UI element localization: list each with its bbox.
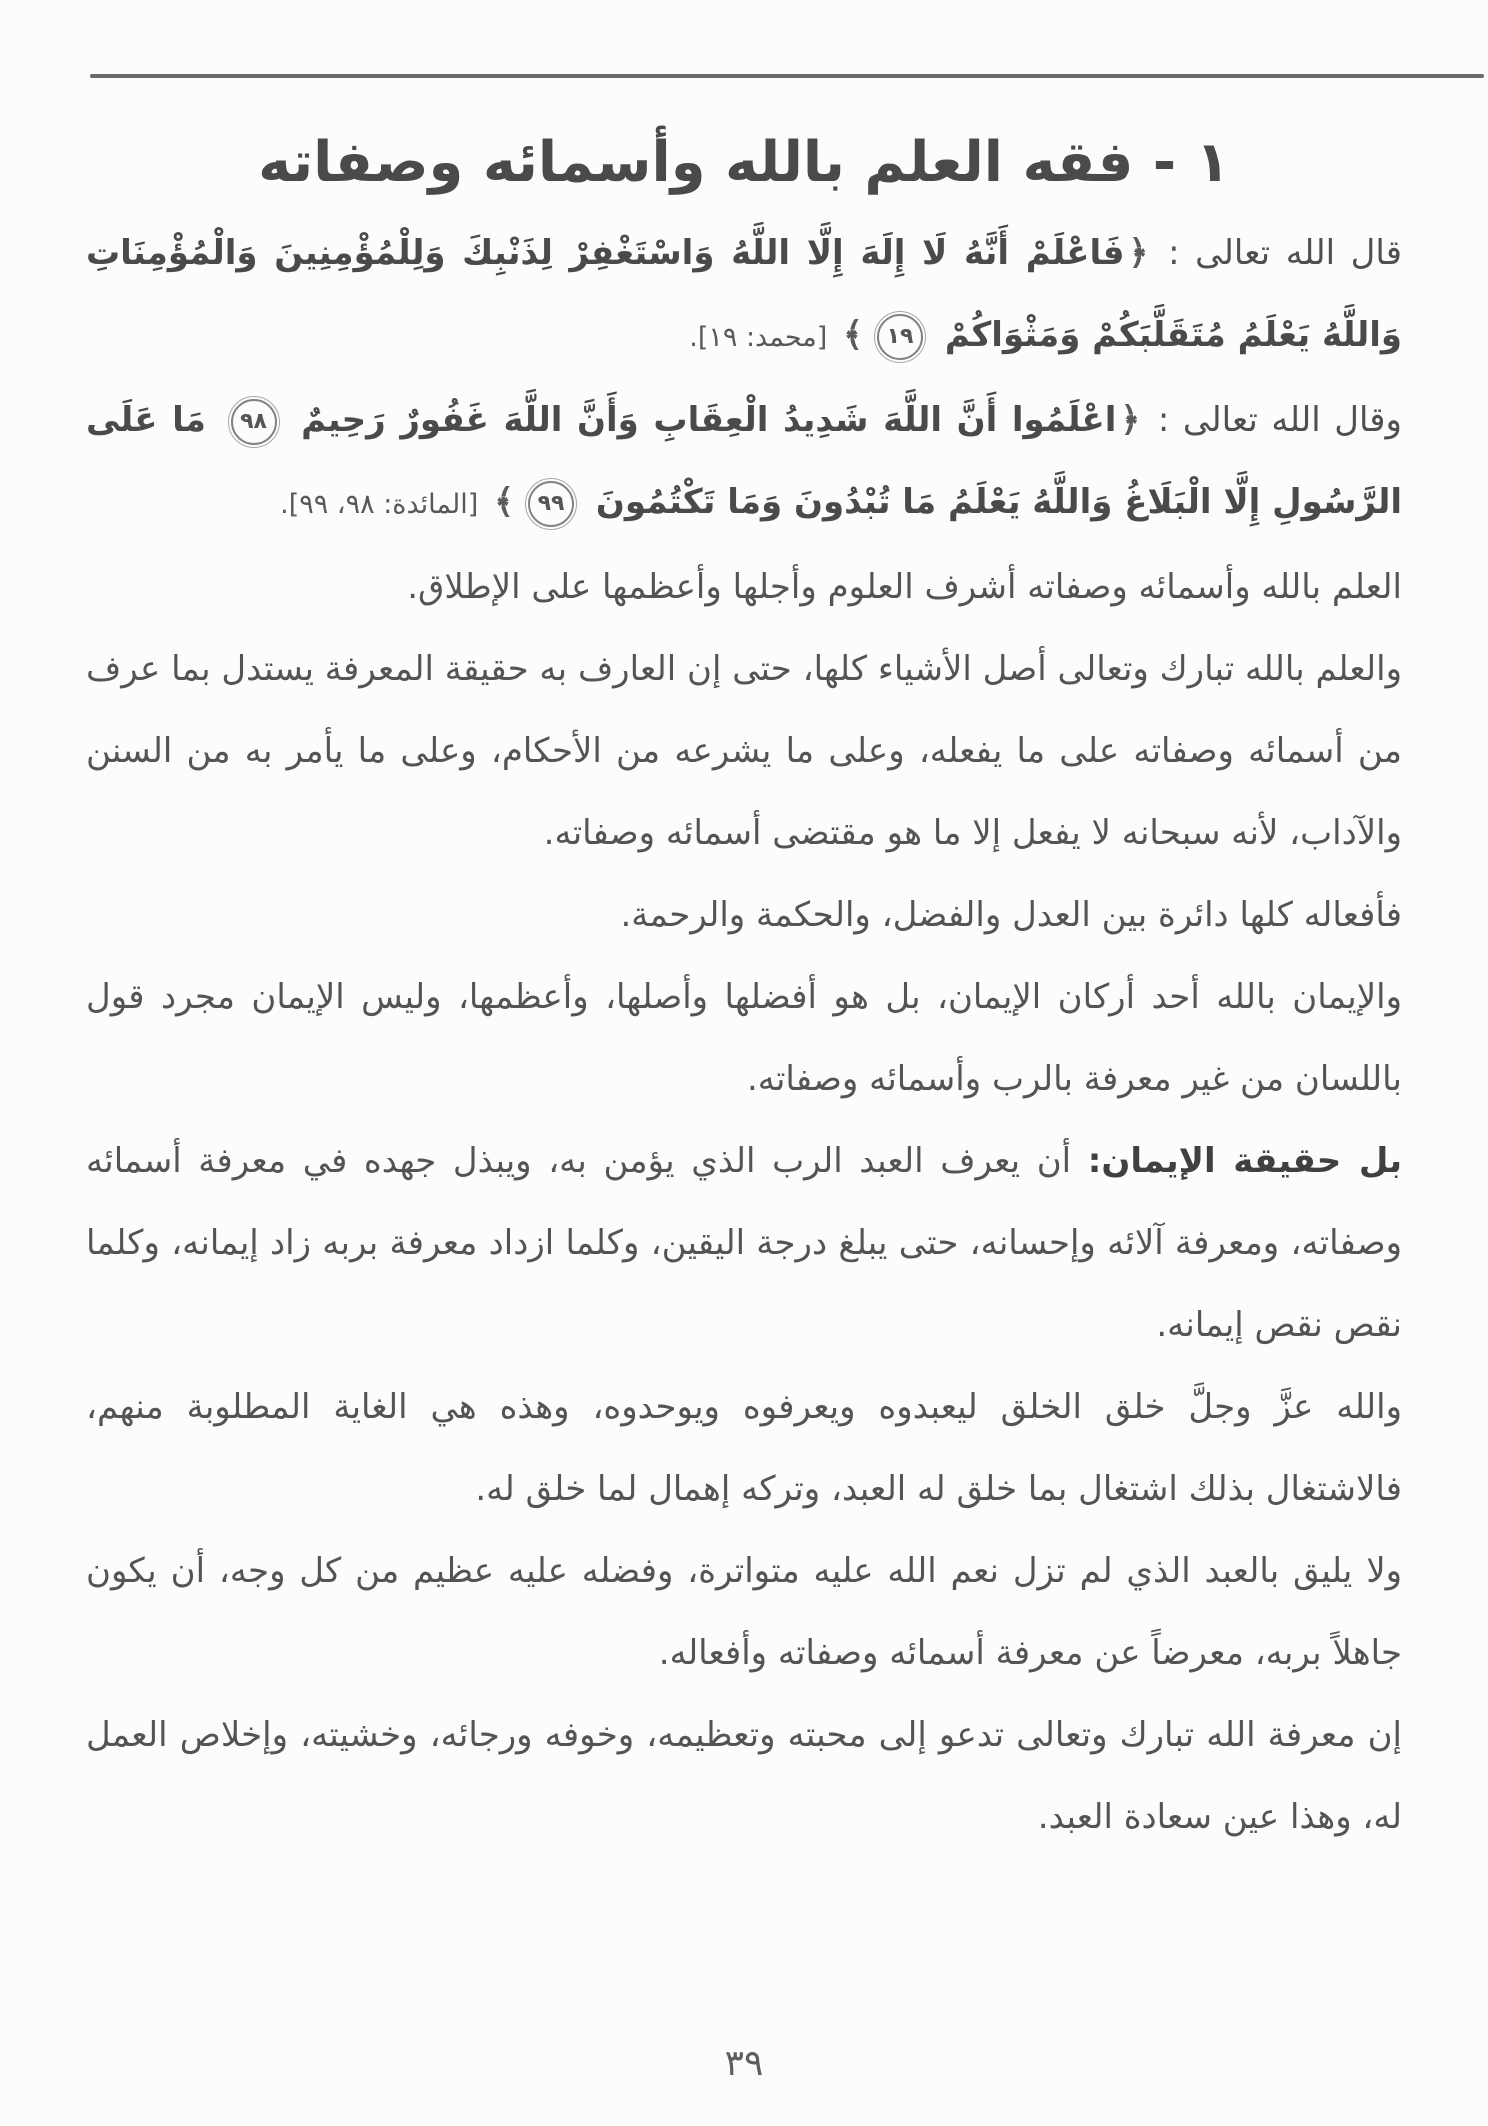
verse-text: اعْلَمُوا أَنَّ اللَّهَ شَدِيدُ الْعِقَابِ وَأَنَّ اللَّهَ غَفُورٌ رَحِيمٌ [301, 400, 1117, 440]
body-paragraph [86, 1366, 1402, 1530]
paragraph-text: فأفعاله كلها دائرة بين العدل والفضل، والحكمة والرحمة. [620, 895, 1402, 935]
body-paragraph [86, 956, 1402, 1120]
verse-citation: [محمد: ١٩]. [689, 322, 828, 353]
paragraph-text: أن يعرف العبد الرب الذي يؤمن به، ويبذل جهده في معرفة أسمائه وصفاته، ومعرفة آلائه وإحسانه، حتى يبلغ درجة اليقين، وكلما ازداد معرفة بربه زاد إيمانه، وكلما نقص نقص إيمانه. [86, 1141, 1402, 1345]
body-paragraph [86, 546, 1402, 628]
quran-quote-1 [86, 212, 1402, 379]
body-paragraph [86, 1530, 1402, 1694]
ornate-close-bracket: ﴾ [843, 315, 864, 355]
paragraph-text: العلم بالله وأسمائه وصفاته أشرف العلوم وأجلها وأعظمها على الإطلاق. [407, 567, 1402, 607]
page-title: ١ - فقه العلم بالله وأسمائه وصفاته [258, 129, 1230, 195]
paragraph-text: ولا يليق بالعبد الذي لم تزل نعم الله عليه متواترة، وفضله عليه عظيم من كل وجه، أن يكون جاهلاً بربه، معرضاً عن معرفة أسمائه وصفاته وأفعاله. [86, 1551, 1402, 1673]
ornate-open-bracket: ﴿ [1128, 233, 1149, 273]
verse-number-medallion: ٩٩ [528, 481, 574, 527]
paragraph-text: إن معرفة الله تبارك وتعالى تدعو إلى محبته وتعظيمه، وخوفه ورجائه، وخشيته، وإخلاص العمل له، وهذا عين سعادة العبد. [86, 1715, 1402, 1837]
verse-number-medallion: ٩٨ [231, 399, 277, 445]
paragraph-lead: بل حقيقة الإيمان: [1087, 1141, 1402, 1181]
quote-intro: قال الله تعالى : [1168, 233, 1402, 273]
body-paragraph [86, 628, 1402, 874]
ornate-close-bracket: ﴾ [494, 482, 515, 522]
paragraph-text: والإيمان بالله أحد أركان الإيمان، بل هو أفضلها وأصلها، وأعظمها، وليس الإيمان مجرد قول باللسان من غير معرفة بالرب وأسمائه وصفاته. [86, 977, 1402, 1099]
ornate-open-bracket: ﴿ [1120, 400, 1141, 440]
verse-text: مَا عَلَى الرَّسُولِ إِلَّا الْبَلَاغُ وَاللَّهُ يَعْلَمُ مَا تُبْدُونَ وَمَا تَكْتُمُونَ [86, 400, 1402, 522]
quote-intro: وقال الله تعالى : [1157, 400, 1402, 440]
verse-citation: [المائدة: ٩٨، ٩٩]. [280, 489, 479, 520]
body-paragraph [86, 874, 1402, 956]
paragraph-text: والعلم بالله تبارك وتعالى أصل الأشياء كلها، حتى إن العارف به حقيقة المعرفة يستدل بما عرف من أسمائه وصفاته على ما يفعله، وعلى ما يشرعه من الأحكام، وعلى ما يأمر به من السنن والآداب، لأنه سبحانه لا يفعل إلا ما هو مقتضى أسمائه وصفاته. [86, 649, 1402, 853]
page-number: ٣٩ [724, 2043, 764, 2084]
verse-text: فَاعْلَمْ أَنَّهُ لَا إِلَهَ إِلَّا اللَّهُ وَاسْتَغْفِرْ لِذَنْبِكَ وَلِلْمُؤْمِنِينَ وَالْمُؤْمِنَاتِ وَاللَّهُ يَعْلَمُ مُتَقَلَّبَكُمْ وَمَثْوَاكُمْ [86, 233, 1402, 355]
top-rule-divider [90, 74, 1484, 78]
paragraph-text: والله عزَّ وجلَّ خلق الخلق ليعبدوه ويعرفوه ويوحدوه، وهذه هي الغاية المطلوبة منهم، فالاشتغال بذلك اشتغال بما خلق له العبد، وتركه إهمال لما خلق له. [86, 1387, 1402, 1509]
page-content [86, 212, 1402, 2006]
verse-number-medallion: ١٩ [877, 314, 923, 360]
body-paragraph [86, 1694, 1402, 1858]
quran-quote-2 [86, 379, 1402, 546]
body-paragraph [86, 1120, 1402, 1366]
